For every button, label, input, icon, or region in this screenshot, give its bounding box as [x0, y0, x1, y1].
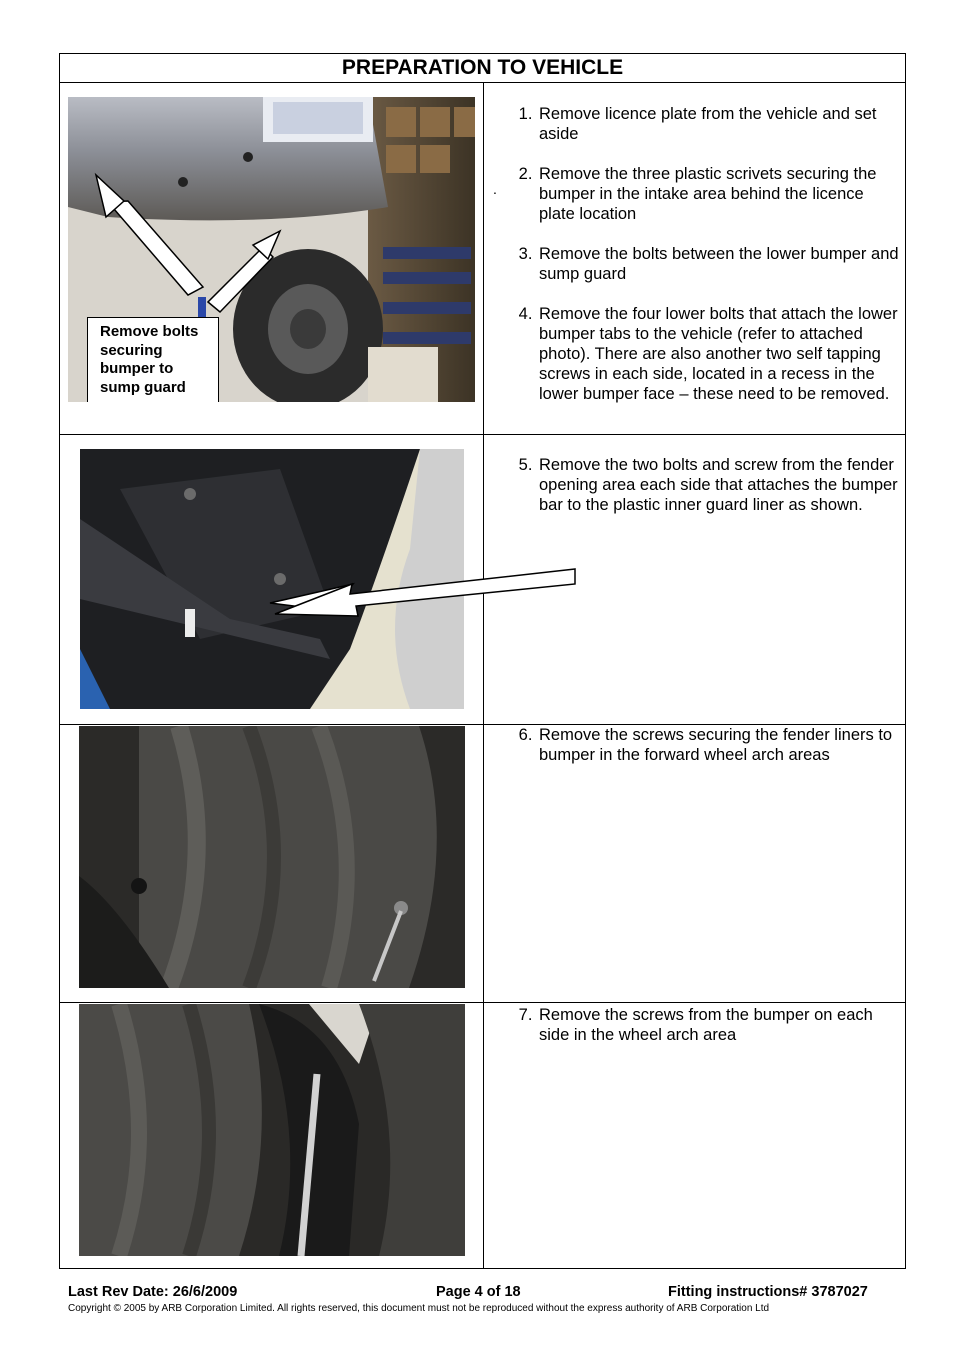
- step-1: 1. Remove licence plate from the vehicle and set aside: [537, 104, 901, 144]
- document-number: Fitting instructions# 3787027: [668, 1284, 868, 1300]
- step-row-1: [60, 83, 905, 435]
- rev-date: Last Rev Date: 26/6/2009: [68, 1284, 238, 1300]
- stray-mark: .: [493, 181, 497, 197]
- step-2: 2. Remove the three plastic scrivets securing the bumper in the intake area behind the licence plate location: [537, 164, 901, 224]
- step-7: 7. Remove the screws from the bumper on each side in the wheel arch area: [537, 1005, 901, 1045]
- instruction-table: [59, 53, 906, 1269]
- step-row-3: [60, 725, 905, 1003]
- steps-list-1: [501, 104, 901, 404]
- step-row-4: [60, 1003, 905, 1270]
- arrow-pointer: [320, 554, 580, 624]
- step-6: 6. Remove the screws securing the fender liners to bumper in the forward wheel arch areas: [537, 725, 901, 765]
- step-3: 3. Remove the bolts between the lower bumper and sump guard: [537, 244, 901, 284]
- callout-label: Remove bolts securing bumper to sump guard: [87, 317, 219, 402]
- photo-fender-liner: [79, 726, 465, 988]
- page-footer: [68, 1284, 898, 1314]
- step-4: 4. Remove the four lower bolts that attach the lower bumper tabs to the vehicle (refer to attached photo). There are also another two self tapping screws in each side, located in a recess in the lower bumper face – these need to be removed.: [537, 304, 901, 404]
- steps-list-3: [501, 725, 901, 765]
- step-5: 5. Remove the two bolts and screw from the fender opening area each side that attaches the bumper bar to the plastic inner guard liner as shown.: [537, 455, 901, 515]
- photo-wheel-arch: [79, 1004, 465, 1256]
- copyright-notice: Copyright © 2005 by ARB Corporation Limited. All rights reserved, this document must not be reproduced without the express authority of ARB Corporation Ltd: [68, 1303, 770, 1314]
- photo-bumper-underside: [68, 97, 475, 402]
- steps-list-4: [501, 1005, 901, 1045]
- steps-list-2: [501, 455, 901, 515]
- section-title: PREPARATION TO VEHICLE: [60, 54, 905, 83]
- page-number: Page 4 of 18: [436, 1284, 521, 1300]
